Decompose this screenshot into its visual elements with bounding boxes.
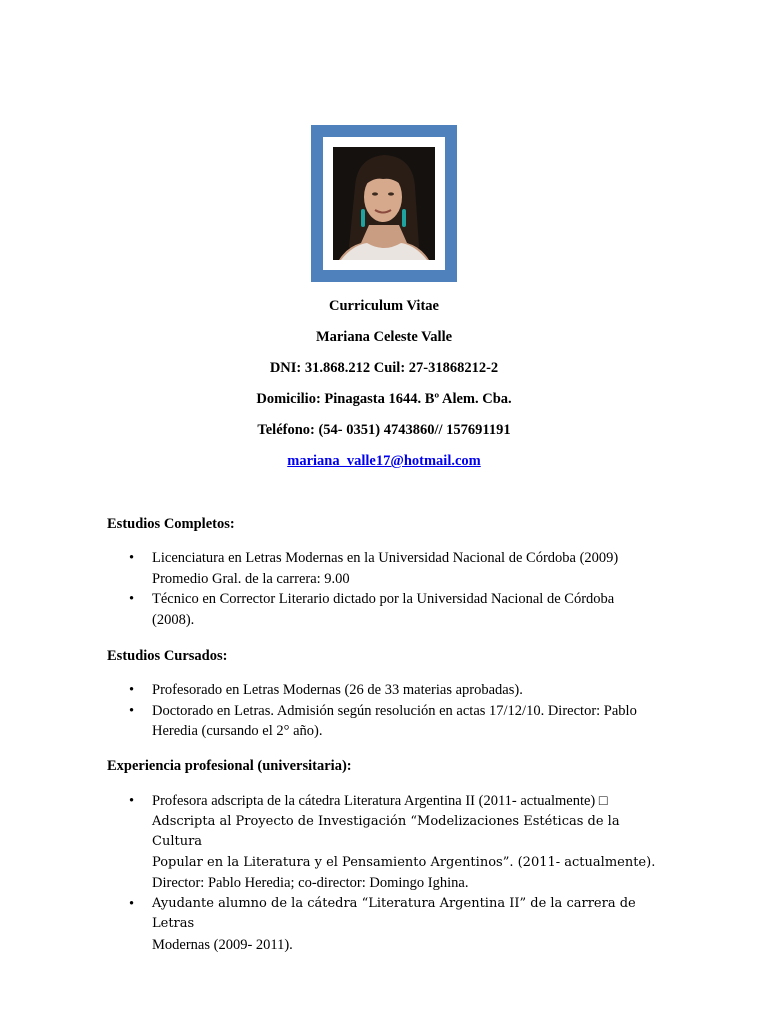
list-item bbox=[107, 548, 667, 589]
address: Domicilio: Pinagasta 1644. Bº Alem. Cba. bbox=[256, 391, 512, 407]
list-item bbox=[107, 680, 667, 701]
section-heading-experience: Experiencia profesional (universitaria): bbox=[107, 758, 352, 774]
list-item-line: Promedio Gral. de la carrera: 9.00 bbox=[152, 570, 350, 587]
list-item-line: • Profesorado en Letras Modernas (26 de 33 materias aprobadas). bbox=[152, 682, 523, 698]
list-item-line: Heredia (cursando el 2° año). bbox=[152, 723, 323, 739]
section-heading-completed: Estudios Completos: bbox=[107, 516, 235, 532]
list-item-line: • Profesora adscripta de la cátedra Literatura Argentina II (2011- actualmente) □ bbox=[152, 793, 608, 809]
list-item-line: Modernas (2009- 2011). bbox=[152, 936, 293, 953]
list-item-line: Popular en la Literatura y el Pensamiento Argentinos”. (2011- actualmente). bbox=[152, 854, 656, 870]
document-title: Curriculum Vitae bbox=[329, 298, 439, 314]
list-item-line: Adscripta al Proyecto de Investigación “Modelizaciones Estéticas de la Cultura bbox=[152, 813, 620, 849]
list-item-line: • Licenciatura en Letras Modernas en la Universidad Nacional de Córdoba (2009) bbox=[152, 550, 619, 566]
list-item-line: • Ayudante alumno de la cátedra “Literatura Argentina II” de la carrera de Letras bbox=[152, 895, 636, 931]
list-item-line: • Doctorado en Letras. Admisión según resolución en actas 17/12/10. Director: Pablo bbox=[152, 702, 637, 719]
experience-list bbox=[107, 791, 667, 955]
profile-photo bbox=[333, 147, 435, 260]
list-item-line: • Técnico en Corrector Literario dictado por la Universidad Nacional de Córdoba bbox=[152, 591, 615, 607]
person-name: Mariana Celeste Valle bbox=[315, 329, 453, 345]
ongoing-studies-list bbox=[107, 680, 667, 742]
list-item-line: Director: Pablo Heredia; co-director: Domingo Ighina. bbox=[152, 875, 469, 891]
list-item bbox=[107, 701, 667, 742]
profile-photo-frame bbox=[311, 125, 457, 282]
email-link[interactable]: mariana_valle17@hotmail.com bbox=[287, 453, 481, 469]
section-heading-ongoing: Estudios Cursados: bbox=[107, 648, 228, 664]
email-line bbox=[0, 453, 768, 470]
phone: Teléfono: (54- 0351) 4743860// 157691191 bbox=[257, 422, 511, 438]
photo-mat bbox=[323, 137, 445, 270]
list-item-line: (2008). bbox=[152, 611, 195, 628]
list-item bbox=[107, 894, 667, 956]
list-item bbox=[107, 589, 667, 630]
completed-studies-list bbox=[107, 548, 667, 630]
portrait-illustration bbox=[333, 147, 435, 260]
list-item bbox=[107, 791, 667, 894]
id-numbers: DNI: 31.868.212 Cuil: 27-31868212-2 bbox=[269, 360, 499, 376]
